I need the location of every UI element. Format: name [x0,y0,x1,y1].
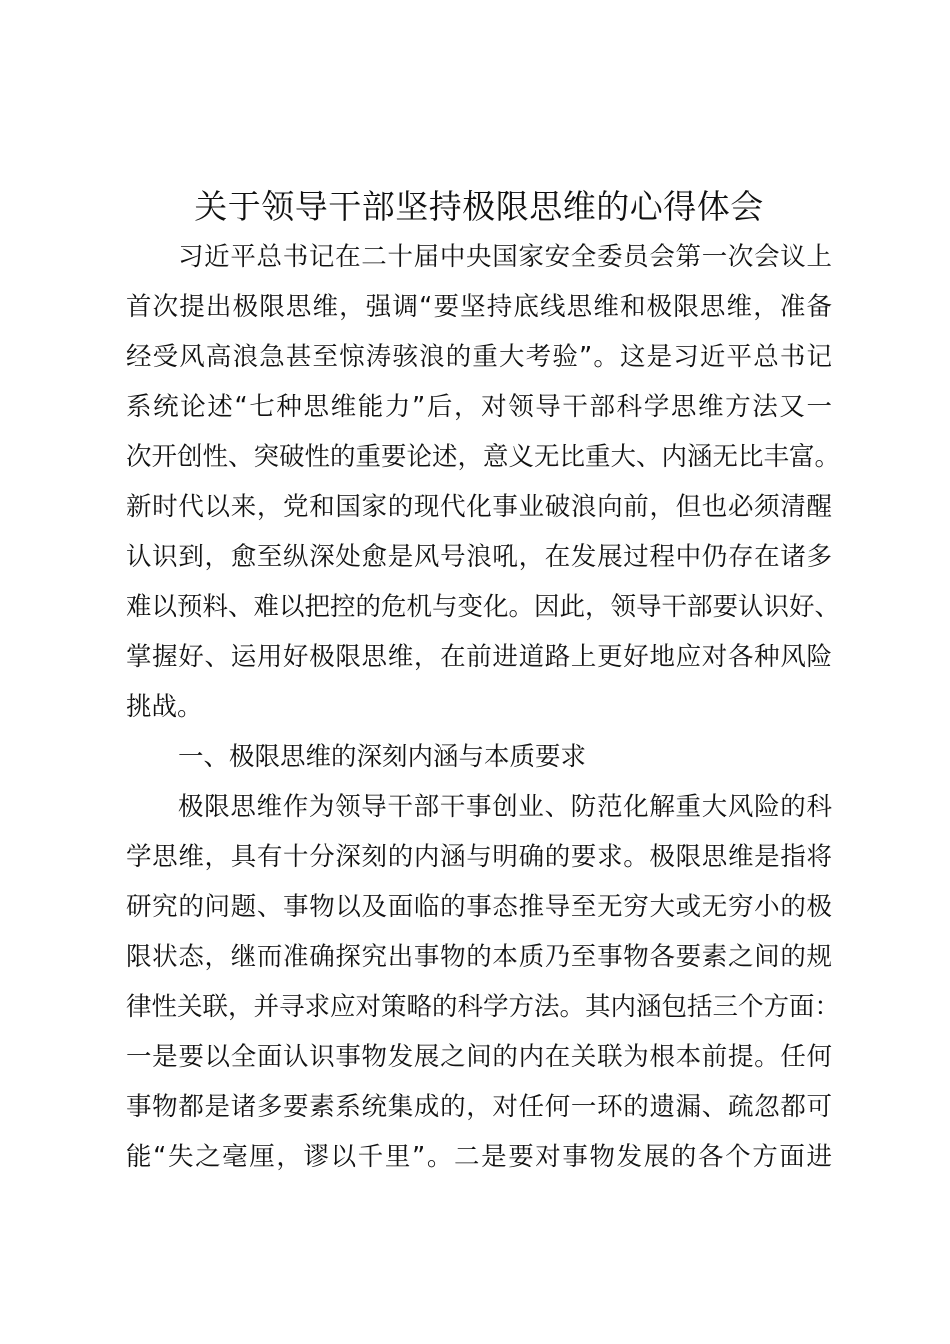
paragraph-line: 次开创性、突破性的重要论述，意义无比重大、内涵无比丰富。 [126,442,841,472]
paragraph-line: 难以预料、难以把控的危机与变化。因此，领导干部要认识好、 [126,592,841,622]
paragraph-line: 极限思维作为领导干部干事创业、防范化解重大风险的科 [178,792,832,822]
paragraph-line: 限状态，继而准确探究出事物的本质乃至事物各要素之间的规 [126,942,832,972]
paragraph-line: 挑战。 [126,692,203,722]
paragraph-line: 学思维，具有十分深刻的内涵与明确的要求。极限思维是指将 [126,842,832,872]
paragraph-line: 能“失之毫厘，谬以千里”。二是要对事物发展的各个方面进 [126,1142,832,1172]
document-body [126,232,841,1182]
paragraph-line: 一是要以全面认识事物发展之间的内在关联为根本前提。任何 [126,1042,832,1072]
paragraph-line: 习近平总书记在二十届中央国家安全委员会第一次会议上 [178,242,832,272]
paragraph-line: 新时代以来，党和国家的现代化事业破浪向前，但也必须清醒 [126,492,832,522]
paragraph-line: 认识到，愈至纵深处愈是风号浪吼，在发展过程中仍存在诸多 [126,542,832,572]
document-title: 关于领导干部坚持极限思维的心得体会 [194,187,764,226]
paragraph-line: 事物都是诸多要素系统集成的，对任何一环的遗漏、疏忽都可 [126,1092,832,1122]
paragraph-line: 系统论述“七种思维能力”后，对领导干部科学思维方法又一 [126,392,832,422]
section-heading: 一、极限思维的深刻内涵与本质要求 [178,742,587,772]
paragraph-line: 经受风高浪急甚至惊涛骇浪的重大考验”。这是习近平总书记 [126,342,832,372]
paragraph-line: 首次提出极限思维，强调“要坚持底线思维和极限思维，准备 [126,292,832,322]
paragraph-line: 研究的问题、事物以及面临的事态推导至无穷大或无穷小的极 [126,892,832,922]
paragraph-line: 律性关联，并寻求应对策略的科学方法。其内涵包括三个方面： [126,992,841,1022]
paragraph-line: 掌握好、运用好极限思维，在前进道路上更好地应对各种风险 [126,642,832,672]
